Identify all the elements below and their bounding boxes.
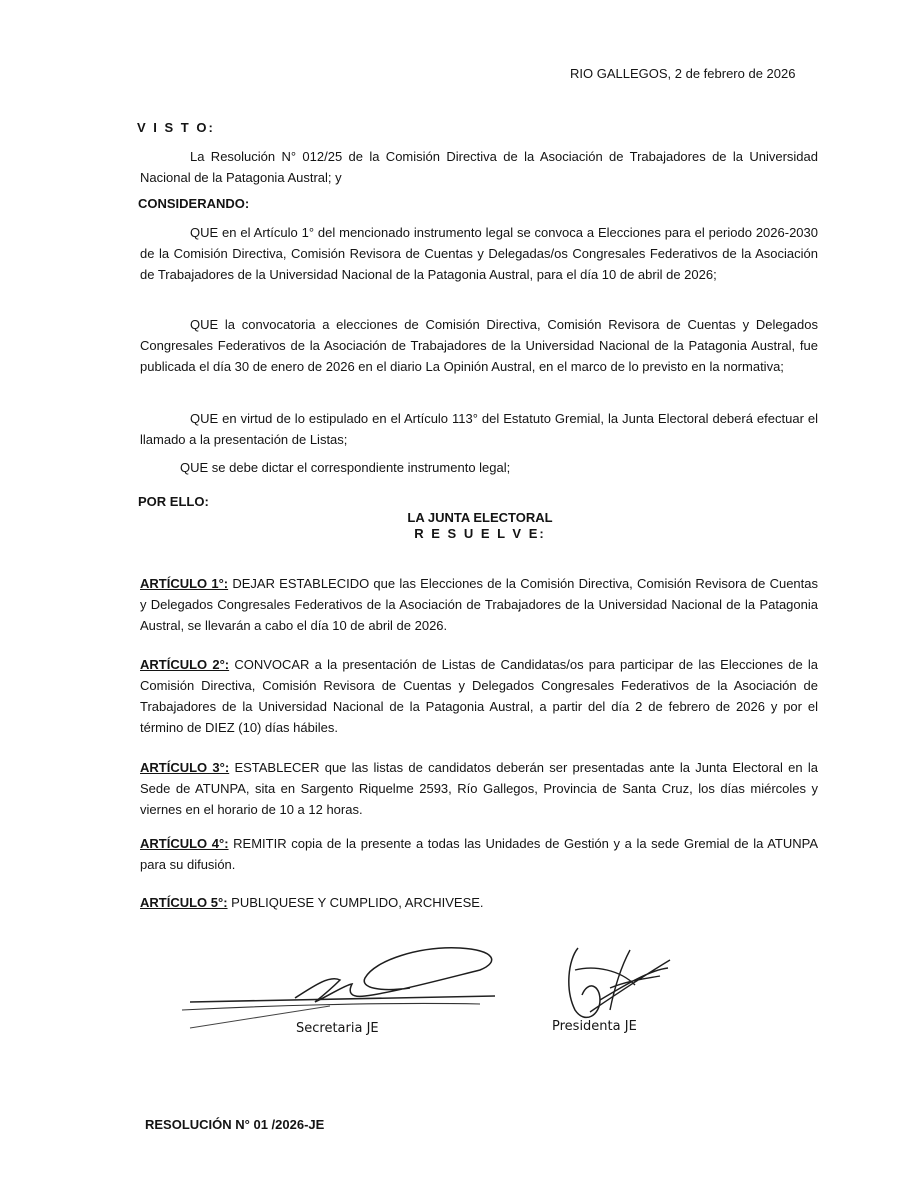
- article-4: [140, 833, 818, 875]
- visto-paragraph: La Resolución N° 012/25 de la Comisión Directiva de la Asociación de Trabajadores de la Universidad Nacional de la Patagonia Austral; y: [140, 149, 818, 185]
- article-5: [140, 892, 818, 913]
- considerando-paragraph-1: QUE en el Artículo 1° del mencionado instrumento legal se convoca a Elecciones para el periodo 2026-2030 de la Comisión Directiva, Comisión Revisora de Cuentas y Delegadas/os Congresales Federativos de la Asociación de Trabajadores de la Universidad Nacional de la Patagonia Austral, para el día 10 de abril de 2026;: [140, 225, 818, 282]
- resolution-authority: [380, 510, 580, 542]
- article-2: [140, 654, 818, 738]
- article-1-label: ARTÍCULO 1°:: [140, 576, 229, 591]
- presidenta-caption: Presidenta JE: [552, 1019, 637, 1034]
- presidenta-signature: [560, 940, 690, 1030]
- article-2-label: ARTÍCULO 2°:: [140, 657, 230, 672]
- considerando-heading: CONSIDERANDO:: [138, 196, 250, 211]
- visto-heading: V I S T O:: [137, 120, 215, 135]
- considerando-paragraph-4: QUE se debe dictar el correspondiente instrumento legal;: [180, 460, 511, 475]
- considerando-paragraph-3: QUE en virtud de lo estipulado en el Artículo 113° del Estatuto Gremial, la Junta Electoral deberá efectuar el llamado a la presentación de Listas;: [140, 411, 818, 447]
- resolution-number: RESOLUCIÓN N° 01 /2026-JE: [145, 1117, 325, 1132]
- place-date: RIO GALLEGOS, 2 de febrero de 2026: [570, 66, 796, 81]
- article-2-text: CONVOCAR a la presentación de Listas de Candidatas/os para participar de las Elecciones de la Comisión Directiva, Comisión Revisora de Cuentas y Delegados Congresales Federativos de la Asociación de Trabajadores de la Universidad Nacional de la Patagonia Austral, a partir del día 2 de febrero de 2026 y por el término de DIEZ (10) días hábiles.: [140, 657, 818, 735]
- article-3-text: ESTABLECER que las listas de candidatos deberán ser presentadas ante la Junta Electoral en la Sede de ATUNPA, sita en Sargento Riquelme 2593, Río Gallegos, Provincia de Santa Cruz, los días miércoles y viernes en el horario de 10 a 12 horas.: [140, 760, 819, 817]
- authority-action: R E S U E L V E:: [414, 526, 546, 541]
- por-ello-heading: POR ELLO:: [138, 494, 209, 509]
- secretaria-caption: Secretaria JE: [296, 1021, 379, 1036]
- article-3-label: ARTÍCULO 3°:: [140, 760, 230, 775]
- article-5-text: PUBLIQUESE Y CUMPLIDO, ARCHIVESE.: [227, 895, 484, 910]
- article-5-label: ARTÍCULO 5°:: [140, 895, 228, 910]
- considerando-paragraph-2: QUE la convocatoria a elecciones de Comisión Directiva, Comisión Revisora de Cuentas y Delegados Congresales Federativos de la Asociación de Trabajadores de la Universidad Nacional de la Patagonia Austral, fue publicada el día 30 de enero de 2026 en el diario La Opinión Austral, en el marco de lo previsto en la normativa;: [140, 317, 818, 374]
- article-4-label: ARTÍCULO 4°:: [140, 836, 229, 851]
- article-1: [140, 573, 818, 636]
- article-1-text: DEJAR ESTABLECIDO que las Elecciones de la Comisión Directiva, Comisión Revisora de Cuentas y Delegados Congresales Federativos de la Asociación de Trabajadores de la Universidad Nacional de la Patagonia Austral, se llevarán a cabo el día 10 de abril de 2026.: [140, 576, 818, 633]
- article-4-text: REMITIR copia de la presente a todas las Unidades de Gestión y a la sede Gremial de la ATUNPA para su difusión.: [140, 836, 819, 872]
- article-3: [140, 757, 818, 820]
- authority-name: LA JUNTA ELECTORAL: [407, 510, 553, 525]
